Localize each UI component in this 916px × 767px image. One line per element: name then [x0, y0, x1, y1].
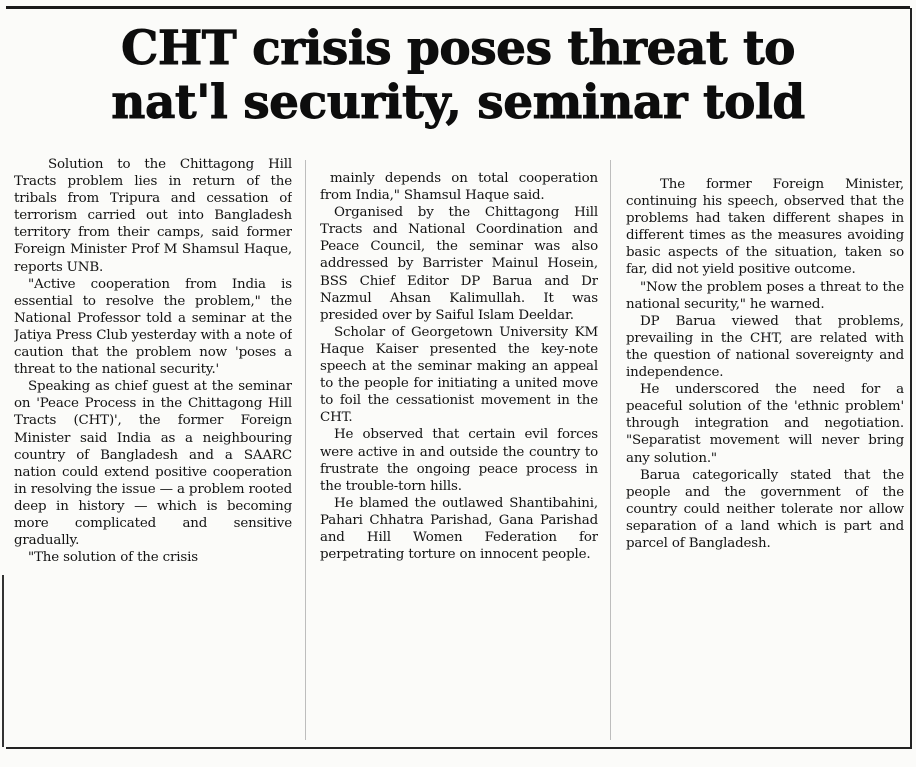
article-column-3 [626, 176, 904, 766]
article-body [14, 156, 904, 746]
paragraph: He underscored the need for a peaceful solution of the 'ethnic problem' through integration and negotiation. "Separatist movement will never bring any solution." [626, 382, 904, 466]
paragraph: He observed that certain evil forces were active in and outside the country to frustrate the ongoing peace process in the trouble-torn hills. [320, 427, 598, 494]
clipping-border-left [2, 575, 4, 747]
headline-line-2: nat'l security, seminar told [111, 75, 805, 130]
paragraph: The former Foreign Minister, continuing his speech, observed that the problems had taken different shapes in different times as the measures avoiding basic aspects of the situation, taken so far, did not yield positive outcome. [626, 177, 904, 278]
paragraph: DP Barua viewed that problems, prevailing in the CHT, are related with the question of national sovereignty and independence. [626, 313, 904, 381]
article-column-2 [320, 170, 598, 760]
article-column-1 [14, 156, 292, 746]
clipping-border-right [910, 8, 912, 748]
headline-line-1: CHT crisis poses threat to [120, 21, 796, 76]
clipping-border-bottom [6, 747, 912, 749]
paragraph: He blamed the outlawed Shantibahini, Pahari Chhatra Parishad, Gana Parishad and Hill Women Federation for perpetrating torture on innocent people. [320, 495, 598, 563]
paragraph: "Now the problem poses a threat to the national security," he warned. [626, 279, 904, 312]
paragraph: Barua categorically stated that the people and the government of the country could neither tolerate nor allow separation of a land which is part and parcel of Bangladesh. [626, 467, 904, 551]
paragraph: Scholar of Georgetown University KM Haque Kaiser presented the key-note speech at the seminar making an appeal to the people for initiating a united move to foil the cessationist movement in the CHT. [320, 324, 598, 426]
paragraph: Speaking as chief guest at the seminar on 'Peace Process in the Chittagong Hill Tracts (CHT)', the former Foreign Minister said India as a neighbouring country of Bangladesh and a SAARC nation could extend positive cooperation in resolving the issue — a problem rooted deep in history — which is becoming more complicated and sensitive gradually. [14, 379, 292, 549]
paragraph: mainly depends on total cooperation from India," Shamsul Haque said. [320, 171, 598, 204]
paragraph: "Active cooperation from India is essential to resolve the problem," the National Professor told a seminar at the Jatiya Press Club yesterday with a note of caution that the problem now 'poses a threat to the national security.' [14, 276, 292, 378]
paragraph: Organised by the Chittagong Hill Tracts and National Coordination and Peace Council, the seminar was also addressed by Barrister Mainul Hosein, BSS Chief Editor DP Barua and Dr Nazmul Ahsan Kalimullah. It was presided over by Saiful Islam Deeldar. [320, 205, 598, 323]
paragraph: "The solution of the crisis [28, 550, 198, 566]
paragraph: Solution to the Chittagong Hill Tracts problem lies in return of the tribals from Tripura and cessation of terrorism carried out into Bangladesh territory from their camps, said former Foreign Minister Prof M Shamsul Haque, reports UNB. [14, 157, 292, 275]
top-rule [6, 6, 910, 9]
headline [10, 22, 906, 130]
